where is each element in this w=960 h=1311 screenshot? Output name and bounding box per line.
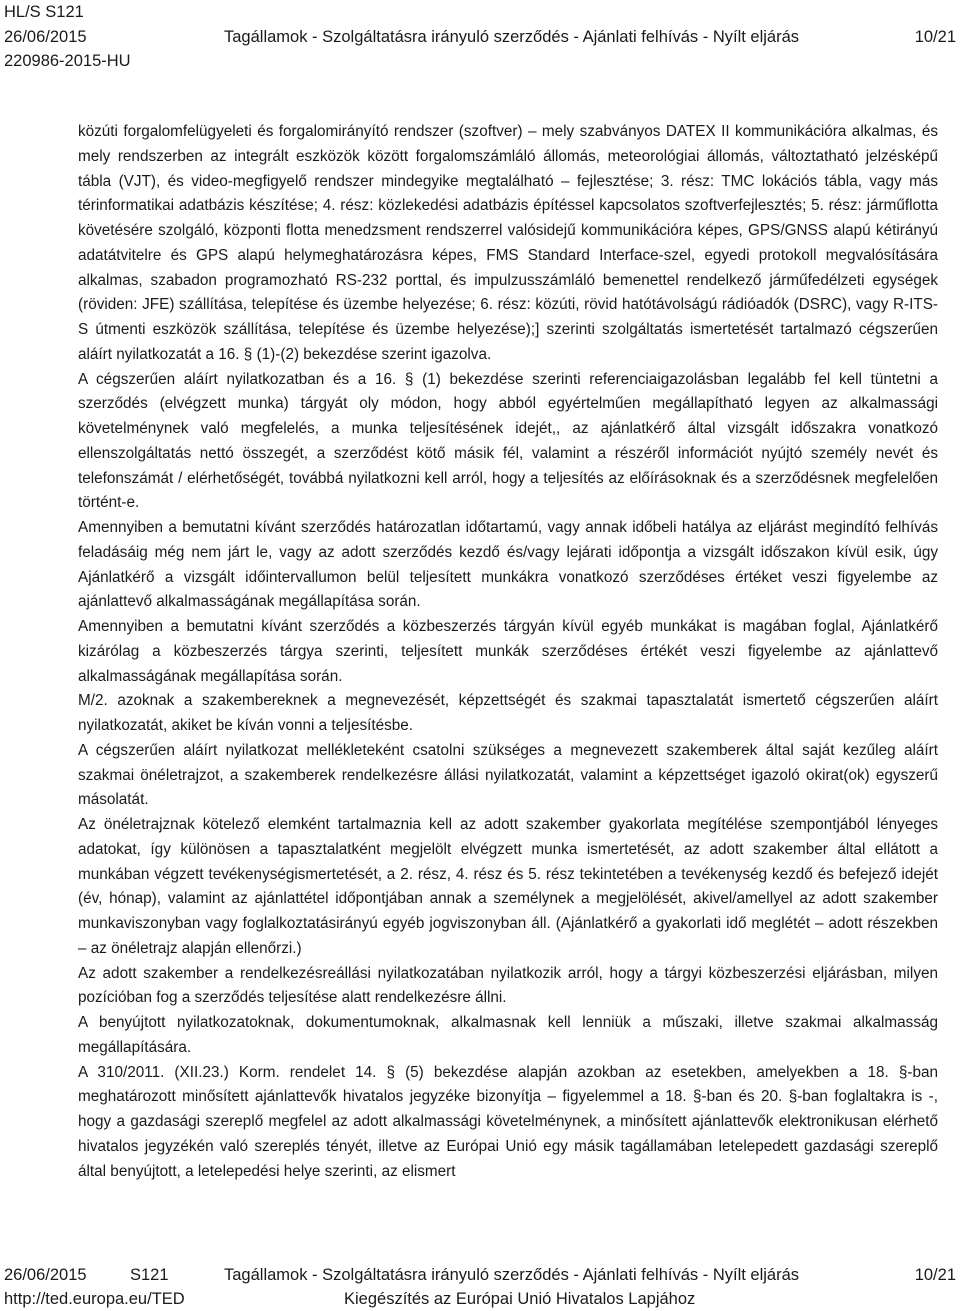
header-page-number: 10/21 <box>914 27 956 46</box>
notice-id: 220986-2015-HU <box>4 52 131 70</box>
header-row-3 <box>4 49 956 74</box>
doc-code: HL/S S121 <box>4 3 84 21</box>
page-footer <box>4 1263 956 1311</box>
header-date: 26/06/2015 <box>4 27 87 46</box>
footer-supplement: Kiegészítés az Európai Unió Hivatalos Lapjához <box>344 1290 696 1308</box>
header-row-1 <box>4 0 956 25</box>
paragraph: A benyújtott nyilatkozatoknak, dokumentumoknak, alkalmasnak kell lenniük a műszaki, illetve szakmai alkalmasság megállapítására. <box>78 1014 938 1056</box>
document-body <box>78 120 938 1184</box>
footer-code: S121 <box>130 1266 169 1284</box>
paragraph: Amennyiben a bemutatni kívánt szerződés a közbeszerzés tárgyán kívül egyéb munkákat is magában foglal, Ajánlatkérő kizárólag a közbeszerzés tárgya szerinti, teljesített munkák szerződéses értékét veszi figyelembe az ajánlattevő alkalmasságának megállapítása során. <box>78 618 938 685</box>
header-row-2 <box>4 25 956 50</box>
footer-title: Tagállamok - Szolgáltatásra irányuló szerződés - Ajánlati felhívás - Nyílt eljárás <box>224 1266 800 1284</box>
footer-row-2 <box>4 1287 956 1311</box>
header-title: Tagállamok - Szolgáltatásra irányuló szerződés - Ajánlati felhívás - Nyílt eljárás <box>224 27 800 46</box>
page-header <box>4 0 956 74</box>
paragraph: Az önéletrajznak kötelező elemként tartalmaznia kell az adott szakember gyakorlata megítélése szempontjából lényeges adatokat, így különösen a tapasztalatként megjelölt elvégzett munka ismertetését, az adott szakember által ellátott a munkában végzett tevékenységismertetését, a 2. rész, 4. rész és 5. rész tekintetében a tevékenység kezdő és befejező idejét (év, hónap), valamint az ajánlattétel időpontjában annak a személynek a megjelölését, akivel/amellyel az adott szakember munkaviszonyban vagy foglalkoztatásirányú egyéb jogviszonyban áll. (Ajánlatkérő a gyakorlati idő meglétét – adott részekben – az önéletrajz alapján ellenőrzi.) <box>78 816 938 957</box>
paragraph: Amennyiben a bemutatni kívánt szerződés határozatlan időtartamú, vagy annak időbeli hatálya az eljárást megindító felhívás feladásáig még nem járt le, vagy az adott szerződés kezdő és/vagy lejárati időpontja a vizsgált időszakon kívül esik, úgy Ajánlatkérő a vizsgált időintervallumon belül teljesített munkákra vonatkozó szerződéses értéket veszi figyelembe az ajánlattevő alkalmasságának megállapítása során. <box>78 519 938 611</box>
footer-page-number: 10/21 <box>914 1266 956 1284</box>
paragraph: M/2. azoknak a szakembereknek a megnevezését, képzettségét és szakmai tapasztalatát ismertető cégszerűen aláírt nyilatkozatát, akiket be kíván vonni a teljesítésbe. <box>78 692 938 734</box>
paragraph: Az adott szakember a rendelkezésreállási nyilatkozatában nyilatkozik arról, hogy a tárgyi közbeszerzési eljárásban, milyen pozícióban fog a szerződés teljesítése alatt rendelkezésre állni. <box>78 964 938 1007</box>
paragraph: közúti forgalomfelügyeleti és forgalomirányító rendszer (szoftver) – mely szabványos DATEX II kommunikációra alkalmas, és mely rendszerben az integrált eszközök között forgalomszámláló állomás, meteorológiai állomás, változtatható jelzésképű tábla (VJT), és video-megfigyelő rendszer mindegyike megtalálható – fejlesztése; 3. rész: TMC lokációs tábla, vagy más térinformatikai adatbázis készítése; 4. rész: közlekedési adatbázis építéssel kapcsolatos szoftverfejlesztés; 5. rész: járműflotta követésére szolgáló, központi flotta menedzsment rendszerrel valósidejű kommunikációra képes, GPS/GNSS alapú kétirányú adatátvitelre és GPS alapú helymeghatározásra képes, FMS Standard Interface-szel, egyedi protokoll megvalósítására alkalmas, szabadon programozható RS-232 porttal, és impulzusszámláló bemenettel rendelkező járműfedélzeti egységek (röviden: JFE) szállítása, telepítése és üzembe helyezése; 6. rész: közúti, rövid hatótávolságú rádióadók (DSRC), vagy R-ITS-S útmenti eszközök szállítása, telepítése és üzembe helyezése);] szerinti szolgáltatás ismertetését tartalmazó cégszerűen aláírt nyilatkozatát a 16. § (1)-(2) bekezdése szerint igazolva. <box>78 123 938 363</box>
paragraph: A cégszerűen aláírt nyilatkozat mellékleteként csatolni szükséges a megnevezett szakemberek által saját kezűleg aláírt szakmai önéletrajzot, a szakemberek rendelkezésre állási nyilatkozatát, valamint a képzettséget igazoló okirat(ok) egyszerű másolatát. <box>78 741 938 809</box>
footer-row-1 <box>4 1263 956 1287</box>
paragraph: A cégszerűen aláírt nyilatkozatban és a 16. § (1) bekezdése szerinti referenciaigazolásban legalább fel kell tüntetni a szerződés (elvégzett munka) tárgyát oly módon, hogy abból egyértelműen megállapítható legyen az alkalmassági követelménynek való megfelelés, a munka teljesítésének idejét,, az ajánlatkérő által vizsgált időszakra vonatkozó ellenszolgáltatás nettó összegét, a szerződést kötő másik fél, valamint a részéről információt nyújtó személy nevét és telefonszámát / elérhetőségét, továbbá nyilatkozni kell arról, hogy a teljesítés az előírásoknak és a szerződésnek megfelelően történt-e. <box>78 370 938 512</box>
footer-date: 26/06/2015 <box>4 1266 87 1284</box>
footer-url-link[interactable]: http://ted.europa.eu/TED <box>4 1290 185 1308</box>
paragraph: A 310/2011. (XII.23.) Korm. rendelet 14. § (5) bekezdése alapján azokban az esetekben, amelyekben a 18. §-ban meghatározott minősített ajánlattevők hivatalos jegyzéke bizonyítja – figyelemmel a 18. §-ban és 20. §-ban foglaltakra is -, hogy a gazdasági szereplő megfelel az adott alkalmassági követelménynek, a minősített ajánlattevők elektronikusan elérhető hivatalos jegyzékén való szereplés tényét, illetve az Európai Unió egy másik tagállamában letelepedett gazdasági szereplő által benyújtott, a letelepedési helye szerinti, az elismert <box>78 1063 938 1180</box>
